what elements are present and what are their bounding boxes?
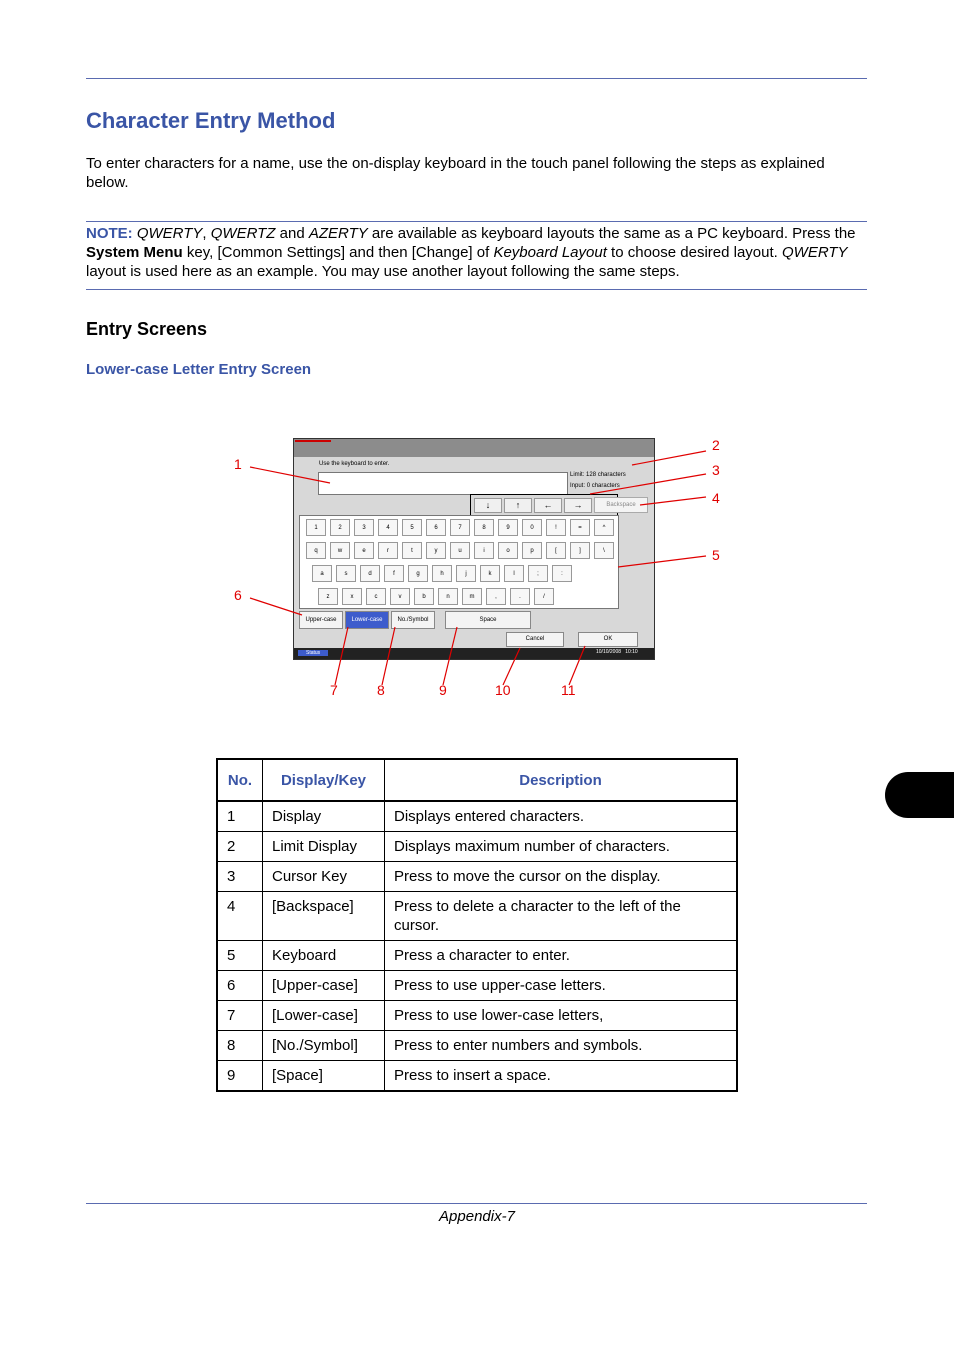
leader-7 bbox=[335, 627, 348, 685]
callout-3: 3 bbox=[712, 462, 720, 478]
keyboard-layout-setting: Keyboard Layout bbox=[493, 244, 607, 261]
leader-6 bbox=[250, 598, 302, 615]
keyboard-key[interactable]: 3 bbox=[354, 519, 374, 536]
keyboard-key[interactable]: [ bbox=[546, 542, 566, 559]
keyboard-key[interactable]: 4 bbox=[378, 519, 398, 536]
keyboard-key[interactable]: z bbox=[318, 588, 338, 605]
keyboard-key[interactable]: 9 bbox=[498, 519, 518, 536]
keyboard-key[interactable]: k bbox=[480, 565, 500, 582]
keyboard-key[interactable]: 6 bbox=[426, 519, 446, 536]
keyboard-key[interactable]: v bbox=[390, 588, 410, 605]
keyboard-key[interactable]: l bbox=[504, 565, 524, 582]
input-value: 0 bbox=[586, 483, 591, 489]
callout-8: 8 bbox=[377, 682, 385, 698]
col-display-key: Display/Key bbox=[263, 759, 385, 801]
chapter-tab-marker bbox=[885, 772, 954, 818]
subsection-title: Lower-case Letter Entry Screen bbox=[86, 361, 312, 378]
cell-key: Limit Display bbox=[263, 832, 385, 862]
keyboard-key[interactable]: y bbox=[426, 542, 446, 559]
keyboard-key[interactable]: 8 bbox=[474, 519, 494, 536]
keyboard-key[interactable]: = bbox=[570, 519, 590, 536]
section-title: Entry Screens bbox=[86, 319, 208, 339]
keyboard-key[interactable]: \ bbox=[594, 542, 614, 559]
cursor-down-key[interactable]: ↓ bbox=[474, 498, 502, 513]
layout-qwertz: QWERTZ bbox=[210, 225, 276, 242]
keyboard-key[interactable]: g bbox=[408, 565, 428, 582]
ok-button[interactable]: OK bbox=[578, 632, 638, 647]
cell-desc: Displays entered characters. bbox=[385, 801, 738, 832]
col-no: No. bbox=[217, 759, 263, 801]
keyboard-key[interactable]: ; bbox=[528, 565, 548, 582]
limit-unit: characters bbox=[597, 472, 626, 478]
cancel-button[interactable]: Cancel bbox=[506, 632, 564, 647]
keyboard-key[interactable]: p bbox=[522, 542, 542, 559]
cell-desc: Press to delete a character to the left of the cursor. bbox=[385, 892, 738, 941]
keyboard-key[interactable]: o bbox=[498, 542, 518, 559]
cell-desc: Press to move the cursor on the display. bbox=[385, 862, 738, 892]
description-table bbox=[216, 758, 738, 1092]
keyboard-key[interactable]: 5 bbox=[402, 519, 422, 536]
system-menu-key: System Menu bbox=[86, 244, 183, 261]
cell-key: Cursor Key bbox=[263, 862, 385, 892]
keyboard-key[interactable]: ! bbox=[546, 519, 566, 536]
status-date: 10/10/2008 bbox=[596, 649, 622, 655]
keyboard-key[interactable]: 1 bbox=[306, 519, 326, 536]
table-row bbox=[217, 941, 737, 971]
backspace-button[interactable]: Backspace bbox=[594, 497, 648, 513]
keyboard-key[interactable]: c bbox=[366, 588, 386, 605]
keyboard-key[interactable]: . bbox=[510, 588, 530, 605]
cell-desc: Press a character to enter. bbox=[385, 941, 738, 971]
layout-qwerty: QWERTY bbox=[136, 225, 203, 242]
note-text-1: are available as keyboard layouts the same as a PC keyboard. Press the bbox=[371, 225, 856, 242]
cell-key: [Backspace] bbox=[263, 892, 385, 941]
keyboard-key[interactable]: j bbox=[456, 565, 476, 582]
cell-key: Keyboard bbox=[263, 941, 385, 971]
note-sep: , bbox=[202, 225, 207, 242]
callout-2: 2 bbox=[712, 437, 720, 453]
status-time: 10:10 bbox=[625, 649, 638, 655]
leader-2 bbox=[632, 451, 706, 465]
limit-value: 128 bbox=[586, 472, 597, 478]
keyboard-key[interactable]: 0 bbox=[522, 519, 542, 536]
keyboard-key[interactable]: / bbox=[534, 588, 554, 605]
keyboard-key[interactable]: ] bbox=[570, 542, 590, 559]
leader-11 bbox=[569, 646, 585, 685]
leader-3 bbox=[590, 474, 706, 494]
table-row bbox=[217, 1001, 737, 1031]
space-button[interactable]: Space bbox=[445, 611, 531, 629]
keyboard-key[interactable]: e bbox=[354, 542, 374, 559]
leader-10 bbox=[503, 648, 520, 685]
cell-no: 8 bbox=[217, 1031, 263, 1061]
cell-no: 7 bbox=[217, 1001, 263, 1031]
leader-5 bbox=[618, 556, 706, 567]
callout-11: 11 bbox=[561, 682, 576, 698]
table-row bbox=[217, 971, 737, 1001]
keyboard-key[interactable]: ^ bbox=[594, 519, 614, 536]
cell-key: [Space] bbox=[263, 1061, 385, 1092]
keyboard-key[interactable]: a bbox=[312, 565, 332, 582]
leader-1 bbox=[250, 467, 330, 483]
callout-1: 1 bbox=[234, 456, 242, 472]
cursor-up-key[interactable]: ↑ bbox=[504, 498, 532, 513]
keyboard-key[interactable]: h bbox=[432, 565, 452, 582]
keyboard-key[interactable]: f bbox=[384, 565, 404, 582]
cell-no: 6 bbox=[217, 971, 263, 1001]
input-label: Input: bbox=[570, 483, 586, 489]
keyboard-key[interactable]: n bbox=[438, 588, 458, 605]
cell-no: 1 bbox=[217, 801, 263, 832]
keyboard-key[interactable]: i bbox=[474, 542, 494, 559]
keyboard-key[interactable]: d bbox=[360, 565, 380, 582]
keyboard-key[interactable]: , bbox=[486, 588, 506, 605]
cell-desc: Press to use lower-case letters, bbox=[385, 1001, 738, 1031]
table-row bbox=[217, 1031, 737, 1061]
layout-azerty: AZERTY bbox=[308, 225, 368, 242]
table-row bbox=[217, 832, 737, 862]
screen-prompt: Use the keyboard to enter. bbox=[319, 461, 390, 467]
leader-9 bbox=[443, 627, 457, 685]
cell-no: 3 bbox=[217, 862, 263, 892]
cursor-right-key[interactable]: → bbox=[564, 498, 592, 513]
table-row bbox=[217, 1061, 737, 1092]
cell-no: 9 bbox=[217, 1061, 263, 1092]
table-row bbox=[217, 892, 737, 941]
leader-8 bbox=[382, 627, 395, 685]
intro-paragraph: To enter characters for a name, use the on-display keyboard in the touch panel following the steps as explained below. bbox=[86, 155, 825, 191]
no-symbol-button[interactable]: No./Symbol bbox=[391, 611, 435, 629]
note-text-4: layout is used here as an example. You may use another layout following the same steps. bbox=[86, 263, 680, 280]
leader-4 bbox=[640, 497, 706, 505]
limit-label: Limit: bbox=[570, 472, 585, 478]
cell-no: 5 bbox=[217, 941, 263, 971]
cell-desc: Displays maximum number of characters. bbox=[385, 832, 738, 862]
layout-qwerty-example: QWERTY bbox=[782, 244, 848, 261]
keyboard-key[interactable]: t bbox=[402, 542, 422, 559]
page-title: Character Entry Method bbox=[86, 108, 336, 133]
cursor-left-key[interactable]: ← bbox=[534, 498, 562, 513]
note-text-2: key, [Common Settings] and then [Change] of bbox=[186, 244, 490, 261]
keyboard-key[interactable]: x bbox=[342, 588, 362, 605]
keyboard-key[interactable]: s bbox=[336, 565, 356, 582]
upper-case-button[interactable]: Upper-case bbox=[299, 611, 343, 629]
keyboard-key[interactable]: m bbox=[462, 588, 482, 605]
page-footer: Appendix-7 bbox=[439, 1208, 515, 1225]
cell-key: [Lower-case] bbox=[263, 1001, 385, 1031]
cell-key: [Upper-case] bbox=[263, 971, 385, 1001]
callout-6: 6 bbox=[234, 587, 242, 603]
footer-rule bbox=[86, 1203, 867, 1204]
callout-9: 9 bbox=[439, 682, 447, 698]
cell-desc: Press to insert a space. bbox=[385, 1061, 738, 1092]
cell-desc: Press to enter numbers and symbols. bbox=[385, 1031, 738, 1061]
status-button[interactable]: Status bbox=[298, 650, 328, 656]
col-description: Description bbox=[385, 759, 738, 801]
table-row bbox=[217, 801, 737, 832]
table-row bbox=[217, 862, 737, 892]
callout-4: 4 bbox=[712, 490, 720, 506]
keyboard-key[interactable]: q bbox=[306, 542, 326, 559]
cell-desc: Press to use upper-case letters. bbox=[385, 971, 738, 1001]
note-text-3: to choose desired layout. bbox=[611, 244, 778, 261]
note-label: NOTE: bbox=[86, 225, 133, 242]
note-and: and bbox=[279, 225, 305, 242]
callout-10: 10 bbox=[495, 682, 511, 698]
keyboard-key[interactable]: w bbox=[330, 542, 350, 559]
keyboard-key[interactable]: : bbox=[552, 565, 572, 582]
cell-no: 4 bbox=[217, 892, 263, 941]
callout-7: 7 bbox=[330, 682, 338, 698]
keyboard-key[interactable]: r bbox=[378, 542, 398, 559]
keyboard-key[interactable]: u bbox=[450, 542, 470, 559]
cell-key: [No./Symbol] bbox=[263, 1031, 385, 1061]
callout-5: 5 bbox=[712, 547, 720, 563]
table-header-row bbox=[217, 759, 737, 801]
cell-key: Display bbox=[263, 801, 385, 832]
keyboard-key[interactable]: b bbox=[414, 588, 434, 605]
keyboard-key[interactable]: 7 bbox=[450, 519, 470, 536]
input-unit: characters bbox=[591, 483, 620, 489]
lower-case-button[interactable]: Lower-case bbox=[345, 611, 389, 629]
cell-no: 2 bbox=[217, 832, 263, 862]
keyboard-key[interactable]: 2 bbox=[330, 519, 350, 536]
